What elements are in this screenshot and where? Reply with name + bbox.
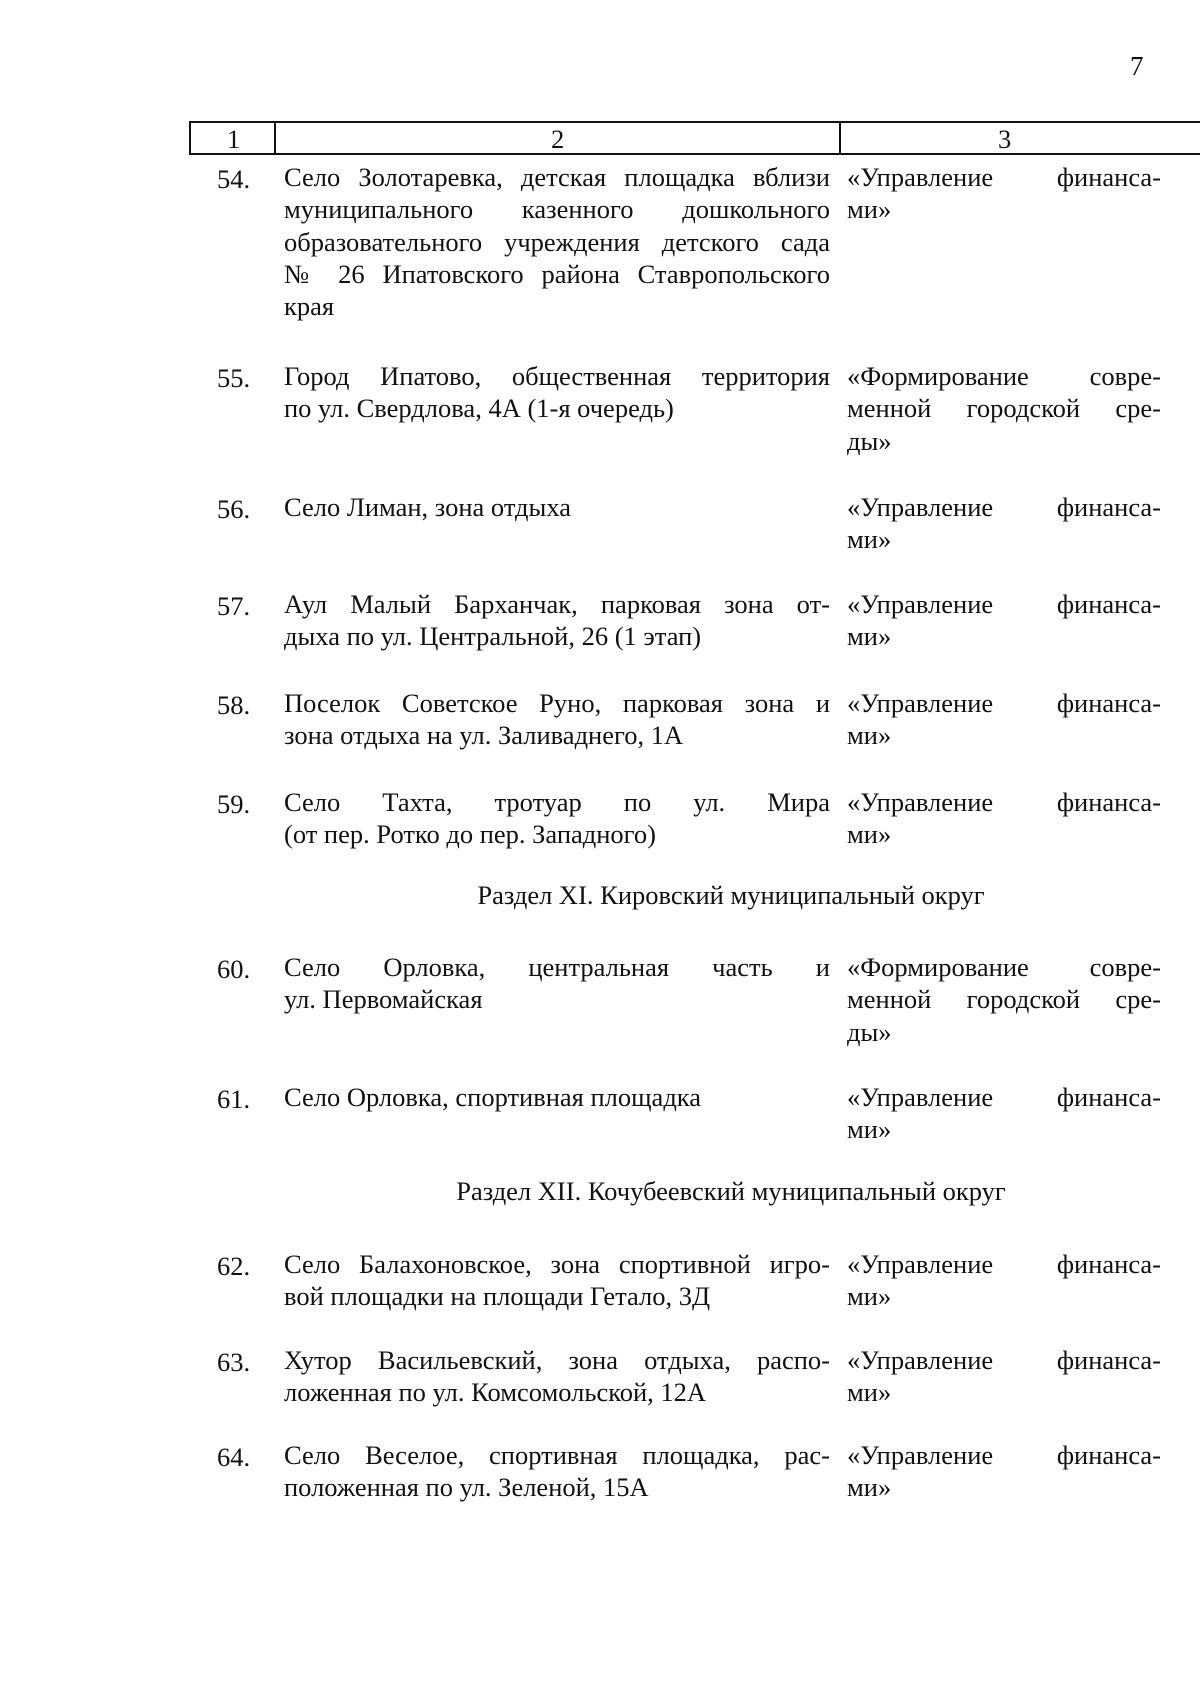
- cell-line: ложенная по ул. Комсомольской, 12А: [284, 1377, 707, 1408]
- row-object-description: [284, 1344, 830, 1409]
- header-col-3: 3: [998, 124, 1012, 154]
- row-object-description: [284, 491, 830, 523]
- row-object-description: [284, 360, 830, 425]
- row-object-description: [284, 588, 830, 653]
- cell-line: ды»: [847, 425, 892, 456]
- cell-line: ул. Первомайская: [284, 984, 483, 1015]
- row-number: 57.: [217, 591, 251, 621]
- row-number: 58.: [217, 690, 251, 720]
- page-number: 7: [1130, 51, 1144, 81]
- header-col-2: 2: [551, 124, 565, 154]
- cell-line: Село Лиман, зона отдыха: [284, 492, 572, 522]
- row-number: 63.: [217, 1347, 251, 1377]
- cell-line: «Управление финанса-: [847, 492, 1161, 522]
- cell-line: ми»: [847, 1377, 892, 1408]
- cell-line: ми»: [847, 1472, 892, 1503]
- cell-line: ми»: [847, 194, 892, 225]
- row-number: 59.: [217, 789, 251, 819]
- cell-line: по ул. Свердлова, 4А (1-я очередь): [284, 393, 674, 424]
- header-col-1: 1: [227, 124, 241, 154]
- cell-line: «Формирование совре-: [847, 361, 1161, 391]
- cell-line: «Формирование совре-: [847, 952, 1161, 982]
- cell-line: ми»: [847, 720, 892, 751]
- cell-line: «Управление финанса-: [847, 1440, 1161, 1470]
- cell-line: Аул Малый Барханчак, парковая зона от-: [284, 589, 830, 619]
- cell-line: № 26 Ипатовского района Ставропольского: [284, 258, 830, 289]
- row-number: 60.: [217, 954, 251, 984]
- cell-line: менной городской сре-: [847, 984, 1161, 1015]
- row-object-description: [284, 1439, 830, 1504]
- row-program-name: [847, 786, 1161, 851]
- cell-line: Хутор Васильевский, зона отдыха, распо-: [284, 1345, 830, 1375]
- cell-line: ми»: [847, 621, 892, 652]
- row-program-name: [847, 687, 1161, 752]
- row-program-name: [847, 491, 1161, 556]
- row-object-description: [284, 161, 830, 322]
- cell-line: (от пер. Ротко до пер. Западного): [284, 819, 656, 850]
- header-divider-1: [274, 123, 276, 153]
- cell-line: зона отдыха на ул. Заливаднего, 1А: [284, 720, 684, 751]
- row-program-name: [847, 951, 1161, 1048]
- cell-line: ды»: [847, 1016, 892, 1047]
- cell-line: Село Орловка, центральная часть и: [284, 952, 830, 982]
- row-object-description: [284, 687, 830, 752]
- cell-line: «Управление финанса-: [847, 1249, 1161, 1279]
- cell-line: ми»: [847, 524, 892, 555]
- cell-line: Село Орловка, спортивная площадка: [284, 1082, 702, 1112]
- cell-line: вой площадки на площади Гетало, 3Д: [284, 1281, 711, 1312]
- cell-line: положенная по ул. Зеленой, 15А: [284, 1472, 649, 1503]
- cell-line: Село Золотаревка, детская площадка вблизи: [284, 162, 830, 192]
- cell-line: «Управление финанса-: [847, 787, 1161, 817]
- cell-line: дыха по ул. Центральной, 26 (1 этап): [284, 621, 702, 652]
- cell-line: муниципального казенного дошкольного: [284, 194, 830, 225]
- cell-line: Город Ипатово, общественная территория: [284, 361, 830, 391]
- row-object-description: [284, 1248, 830, 1313]
- cell-line: образовательного учреждения детского сада: [284, 226, 830, 257]
- row-object-description: [284, 786, 830, 851]
- cell-line: Село Тахта, тротуар по ул. Мира: [284, 787, 830, 817]
- cell-line: менной городской сре-: [847, 393, 1161, 424]
- cell-line: ми»: [847, 1114, 892, 1145]
- row-program-name: [847, 161, 1161, 226]
- cell-line: ми»: [847, 1281, 892, 1312]
- cell-line: ми»: [847, 819, 892, 850]
- cell-line: «Управление финанса-: [847, 162, 1161, 192]
- cell-line: «Управление финанса-: [847, 1345, 1161, 1375]
- row-program-name: [847, 1248, 1161, 1313]
- row-number: 54.: [217, 164, 251, 194]
- row-program-name: [847, 1344, 1161, 1409]
- row-program-name: [847, 588, 1161, 653]
- row-program-name: [847, 360, 1161, 457]
- cell-line: «Управление финанса-: [847, 1082, 1161, 1112]
- row-number: 64.: [217, 1442, 251, 1472]
- cell-line: Поселок Советское Руно, парковая зона и: [284, 688, 830, 718]
- row-number: 56.: [217, 494, 251, 524]
- row-number: 55.: [217, 363, 251, 393]
- table-header: [189, 121, 1200, 155]
- cell-line: «Управление финанса-: [847, 688, 1161, 718]
- section-heading-xii: Раздел XII. Кочубеевский муниципальный округ: [456, 1176, 1006, 1206]
- cell-line: Село Балахоновское, зона спортивной игро-: [284, 1249, 830, 1279]
- cell-line: края: [284, 291, 335, 322]
- row-object-description: [284, 1081, 830, 1113]
- row-number: 62.: [217, 1251, 251, 1281]
- row-program-name: [847, 1081, 1161, 1146]
- header-divider-2: [839, 123, 841, 153]
- cell-line: Село Веселое, спортивная площадка, рас-: [284, 1440, 830, 1470]
- section-heading-xi: Раздел XI. Кировский муниципальный округ: [477, 880, 985, 910]
- row-object-description: [284, 951, 830, 1016]
- row-program-name: [847, 1439, 1161, 1504]
- cell-line: «Управление финанса-: [847, 589, 1161, 619]
- row-number: 61.: [217, 1084, 251, 1114]
